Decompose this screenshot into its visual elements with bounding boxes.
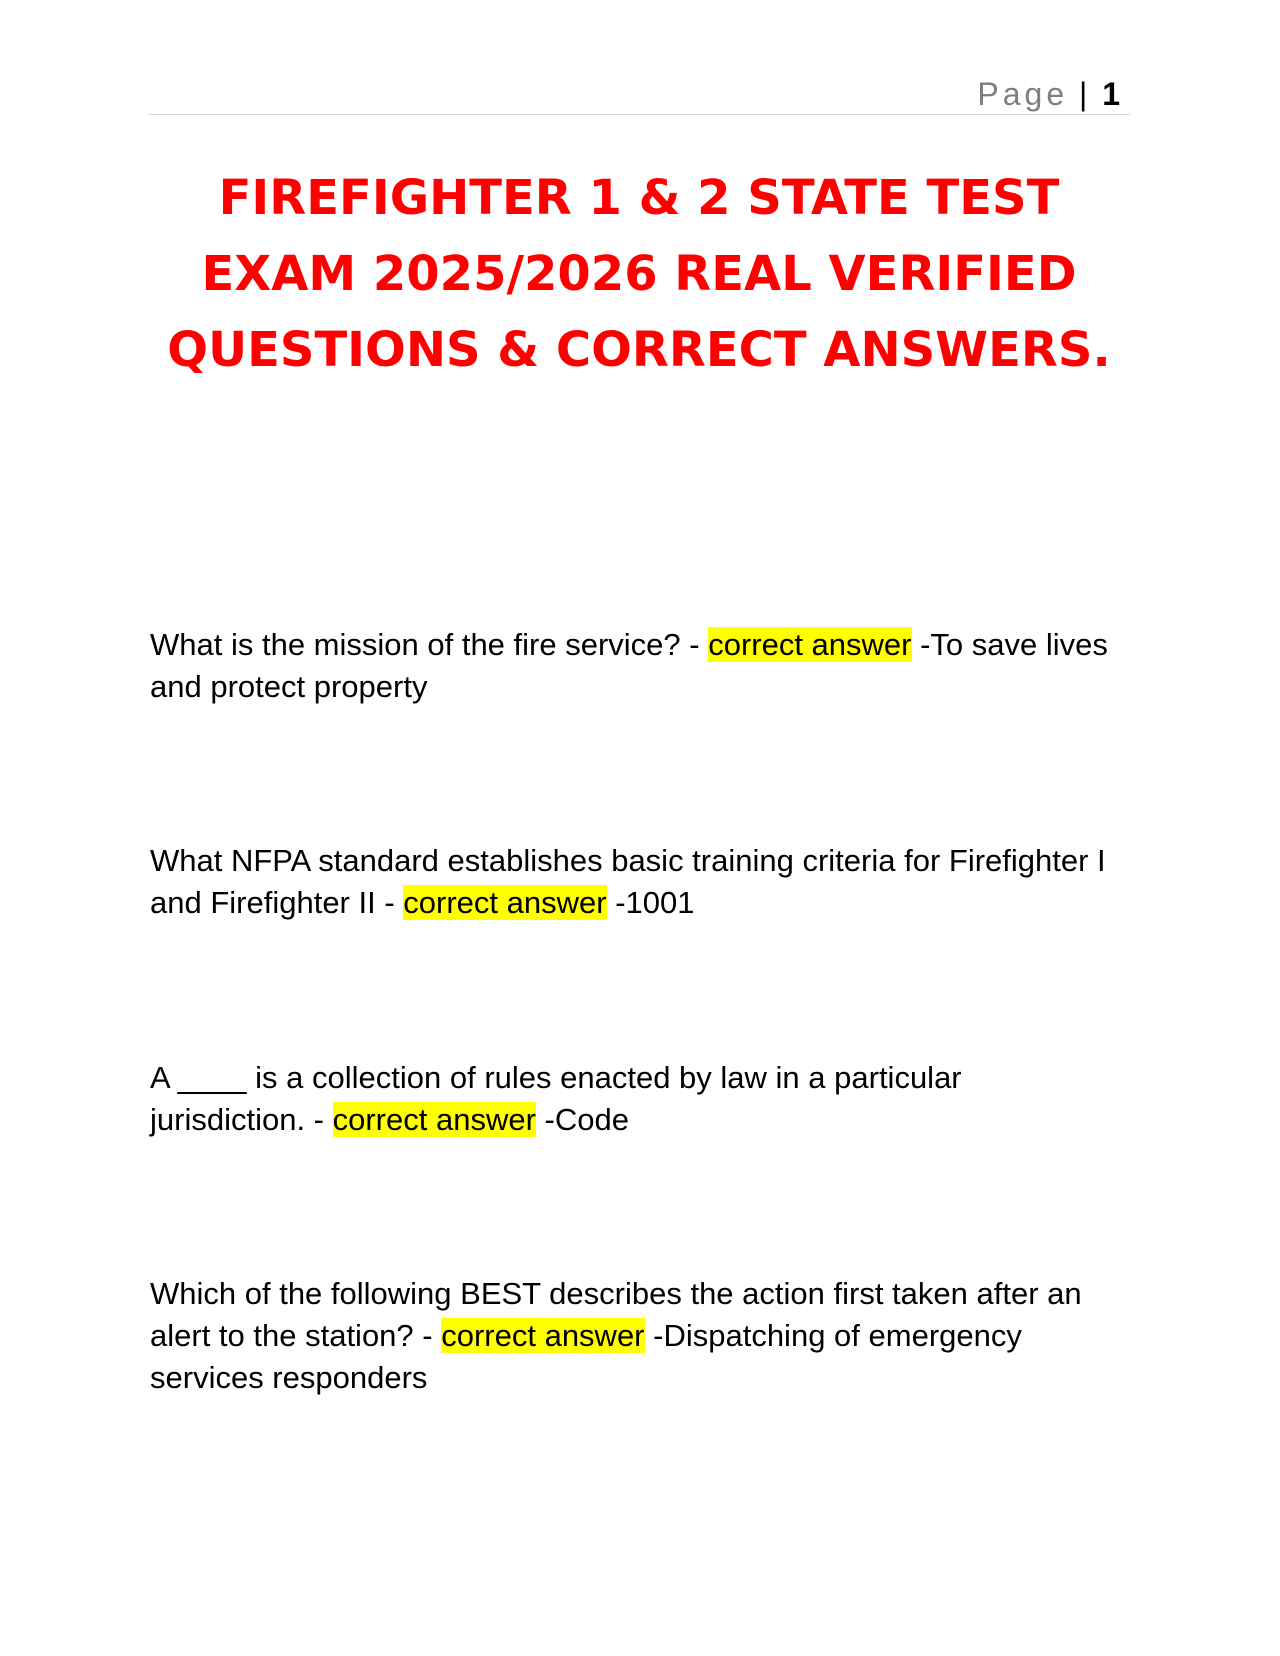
qa-item	[150, 1273, 1120, 1399]
question-text: A ____ is a collection of rules enacted by law in a particular jurisdiction. -	[150, 1060, 962, 1137]
qa-item	[150, 840, 1120, 924]
correct-answer-marker: correct answer	[441, 1318, 645, 1353]
question-text: Which of the following BEST describes the action first taken after an alert to the station? -	[150, 1276, 1082, 1353]
correct-answer-marker: correct answer	[332, 1102, 536, 1137]
question-text: What NFPA standard establishes basic training criteria for Firefighter I and Firefighter II -	[150, 843, 1106, 920]
page-separator: |	[1079, 76, 1088, 112]
qa-item	[150, 1057, 1120, 1141]
correct-answer-marker: correct answer	[708, 627, 912, 662]
page-number-label	[977, 76, 1120, 112]
correct-answer-marker: correct answer	[403, 885, 607, 920]
answer-text: -Dispatching of emergency services responders	[150, 1318, 1022, 1395]
answer-text: -Code	[535, 1102, 629, 1137]
page-number: 1	[1102, 76, 1120, 112]
page-word: Page	[977, 76, 1069, 112]
qa-item	[150, 624, 1120, 708]
answer-text: -To save lives and protect property	[150, 627, 1108, 704]
page-header	[148, 74, 1130, 115]
answer-text: -1001	[606, 885, 695, 920]
question-text: What is the mission of the fire service? -	[150, 627, 709, 662]
document-title: FIREFIGHTER 1 & 2 STATE TEST EXAM 2025/2026 REAL VERIFIED QUESTIONS & CORRECT ANSWERS.	[167, 170, 1111, 378]
